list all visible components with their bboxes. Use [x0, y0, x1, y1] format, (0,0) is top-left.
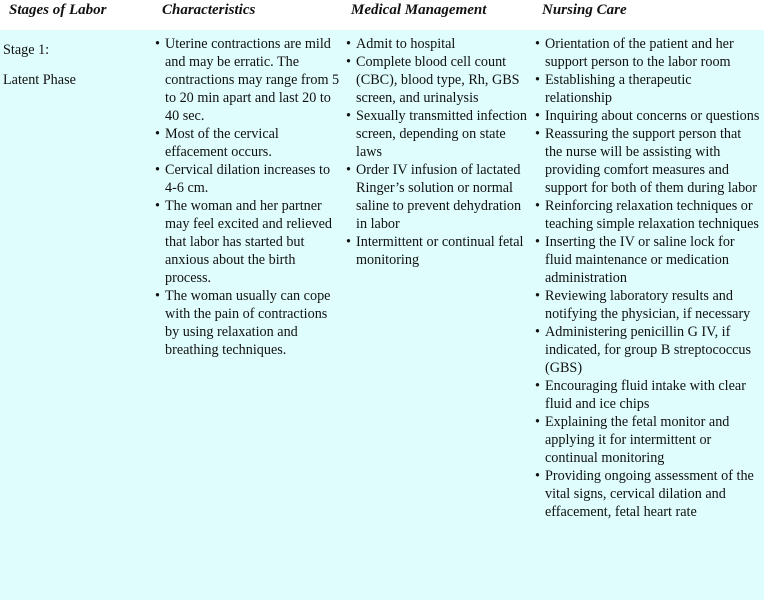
list-item: • Reassuring the support person that the nurse will be assisting with providing comfort measures and support for both of them during labor: [535, 125, 761, 197]
list-item: • Admit to hospital: [346, 35, 532, 53]
list-item: • Orientation of the patient and her support person to the labor room: [535, 35, 761, 71]
header-characteristics: Characteristics: [162, 2, 256, 18]
table-row-stage-1: [0, 30, 764, 600]
list-item: • The woman usually can cope with the pain of contractions by using relaxation and breathing techniques.: [155, 287, 345, 359]
table-header-row: [0, 0, 764, 30]
list-item: • Reinforcing relaxation techniques or teaching simple relaxation techniques: [535, 197, 761, 233]
list-item: • Administering penicillin G IV, if indicated, for group B streptococcus (GBS): [535, 323, 761, 377]
list-item: • Complete blood cell count (CBC), blood type, Rh, GBS screen, and urinalysis: [346, 53, 532, 107]
list-item: • Explaining the fetal monitor and applying it for intermittent or continual monitoring: [535, 413, 761, 467]
stage-number: Stage 1:: [3, 42, 50, 58]
header-stages-of-labor: Stages of Labor: [9, 2, 107, 18]
medical-management-list: [346, 35, 532, 269]
characteristics-list: [155, 35, 345, 359]
nursing-care-list: [535, 35, 761, 521]
header-medical-management: Medical Management: [351, 2, 487, 18]
stage-cell: [3, 35, 143, 95]
stage-phase: Latent Phase: [3, 72, 76, 88]
list-item: • Inserting the IV or saline lock for fluid maintenance or medication administration: [535, 233, 761, 287]
list-item: • Cervical dilation increases to 4-6 cm.: [155, 161, 345, 197]
list-item: • Uterine contractions are mild and may be erratic. The contractions may range from 5 to 20 min apart and last 20 to 40 sec.: [155, 35, 345, 125]
list-item: • Reviewing laboratory results and notifying the physician, if necessary: [535, 287, 761, 323]
list-item: • Encouraging fluid intake with clear fluid and ice chips: [535, 377, 761, 413]
list-item: • The woman and her partner may feel excited and relieved that labor has started but anxious about the birth process.: [155, 197, 345, 287]
list-item: • Intermittent or continual fetal monitoring: [346, 233, 532, 269]
list-item: • Establishing a therapeutic relationship: [535, 71, 761, 107]
list-item: • Most of the cervical effacement occurs.: [155, 125, 345, 161]
list-item: • Sexually transmitted infection screen, depending on state laws: [346, 107, 532, 161]
list-item: • Order IV infusion of lactated Ringer’s solution or normal saline to prevent dehydration in labor: [346, 161, 532, 233]
list-item: • Providing ongoing assessment of the vital signs, cervical dilation and effacement, fetal heart rate: [535, 467, 761, 521]
list-item: • Inquiring about concerns or questions: [535, 107, 761, 125]
header-nursing-care: Nursing Care: [542, 2, 627, 18]
